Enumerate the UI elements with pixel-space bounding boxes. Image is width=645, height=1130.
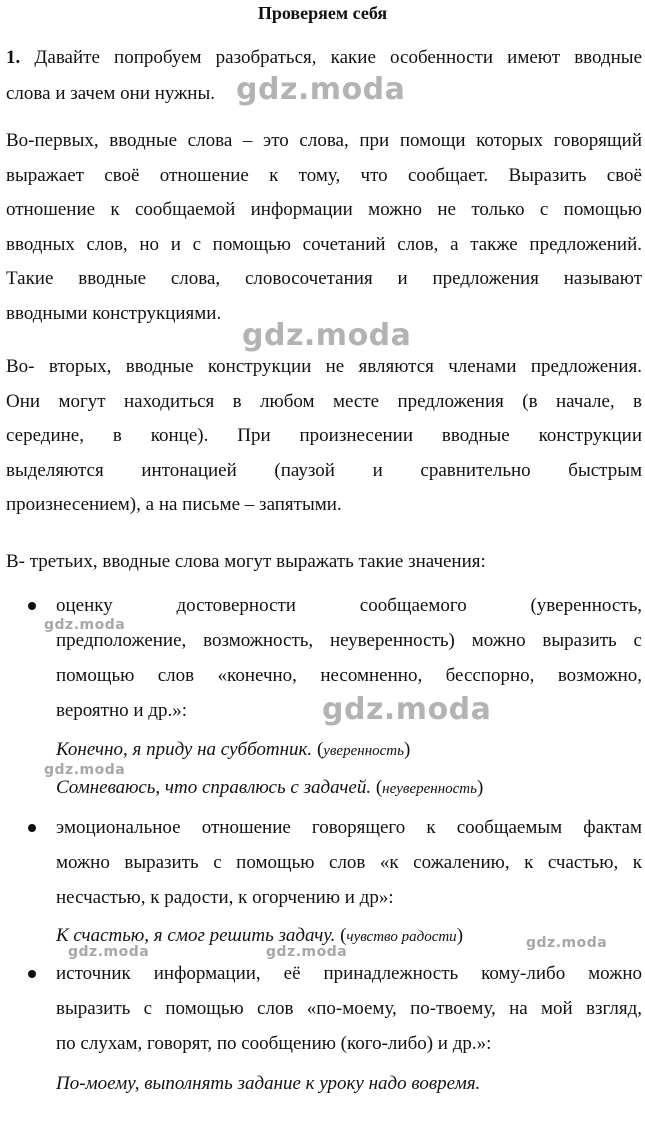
text-line: середине, в конце). При произнесении вводные конструкции [6, 425, 642, 446]
text-line: отношение к сообщаемой информации можно не только с помощью [6, 199, 642, 220]
text-line: выделяются интонацией (паузой и сравнительно быстрым [6, 459, 642, 481]
paragraph-second [6, 350, 642, 523]
text-line: вероятно и др.»: [56, 700, 188, 721]
text-line: вводными конструкциями. [6, 302, 222, 324]
watermark: gdz.moda [242, 318, 412, 353]
text-line: Во- вторых, вводные конструкции не являются членами предложения. [6, 356, 642, 377]
watermark: gdz.moda [68, 944, 150, 960]
watermark: gdz.moda [526, 935, 608, 951]
example-text: Конечно, я приду на субботник. [56, 739, 313, 760]
example-text: К счастью, я смог решить задачу. [56, 925, 336, 946]
bullet-marker [28, 824, 36, 832]
text-line: выразить с помощью слов «по-моему, по-твоему, на мой взгляд, [56, 998, 642, 1019]
question-number: 1. [6, 47, 21, 68]
question-line: слова и зачем они нужны. [6, 83, 215, 104]
example-sentence: Сомневаюсь, что справлюсь с задачей. (неуверенность) [56, 777, 484, 798]
watermark: gdz.moda [322, 692, 492, 727]
question-line: Давайте попробуем разобраться, какие особенности имеют вводные [34, 47, 642, 68]
text-line: Они могут находиться в любом месте предложения (в начале, в [6, 390, 642, 412]
example-note: неуверенность [382, 781, 477, 797]
text-line: по слухам, говорят, по сообщению (кого-либо) и др.»: [56, 1033, 492, 1054]
text-line: помощью слов «конечно, несомненно, бесспорно, возможно, [56, 665, 642, 686]
example-text: Сомневаюсь, что справлюсь с задачей. [56, 777, 372, 798]
text-line: эмоциональное отношение говорящего к сообщаемым фактам [56, 817, 642, 838]
text-line: оценку достоверности сообщаемого (уверенность, [56, 595, 642, 616]
text-line: предположение, возможность, неуверенность) можно выразить с [56, 630, 642, 651]
bullet-marker [28, 970, 36, 978]
watermark: gdz.moda [44, 617, 126, 633]
text-line: В- третьих, вводные слова могут выражать такие значения: [6, 551, 486, 572]
watermark: gdz.moda [266, 944, 348, 960]
text-line: Такие вводные слова, словосочетания и предложения называют [6, 268, 642, 289]
paragraph-first [6, 124, 642, 331]
example-sentence: К счастью, я смог решить задачу. (чувство радости) [56, 925, 464, 946]
example-sentence: Конечно, я приду на субботник. (уверенность) [56, 739, 411, 760]
bullet-text [56, 956, 642, 1061]
watermark: gdz.moda [236, 72, 406, 107]
example-text: По-моему, выполнять задание к уроку надо вовремя. [56, 1073, 481, 1094]
text-line: произнесением), а на письме – запятыми. [6, 494, 342, 515]
bullet-marker [28, 602, 36, 610]
paragraph-third [6, 545, 642, 580]
text-line: несчастью, к радости, к огорчению и др»: [56, 887, 394, 908]
example-sentence [56, 1072, 480, 1096]
example-note: уверенность [323, 743, 404, 759]
example-note: чувство радости [346, 929, 457, 945]
text-line: можно выразить с помощью слов «к сожалению, к счастью, к [56, 852, 642, 873]
text-line: вводных слов, но и с помощью сочетаний слов, а также предложений. [6, 233, 642, 255]
text-line: источник информации, её принадлежность кому-либо можно [56, 963, 642, 984]
page-title: Проверяем себя [257, 3, 388, 23]
text-line: Во-первых, вводные слова – это слова, при помощи которых говорящий [6, 130, 642, 151]
bullet-text [56, 810, 642, 915]
watermark: gdz.moda [44, 762, 126, 778]
text-line: выражает своё отношение к тому, что сообщает. Выразить своё [6, 164, 642, 186]
